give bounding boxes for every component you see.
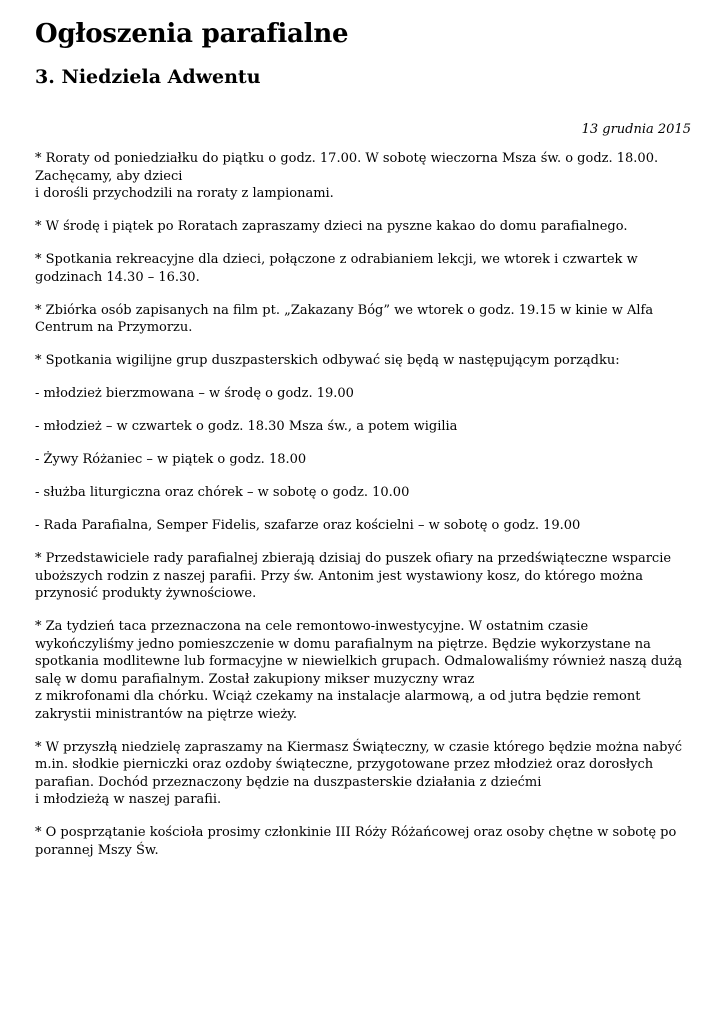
document-page [35,0,691,875]
schedule-item: - Rada Parafialna, Semper Fidelis, szafarze oraz kościelni – w sobotę o godz. 19.00 [35,518,581,533]
announcement-paragraph: * Roraty od poniedziałku do piątku o godz. 17.00. W sobotę wieczorna Msza św. o godz. 18.00. Zachęcamy, aby dzieci i dorośli przychodzili na roraty z lampionami. [35,151,659,201]
announcements-list [35,150,691,859]
page-title: Ogłoszenia parafialne [35,19,349,49]
announcement-date: 13 grudnia 2015 [581,122,691,137]
schedule-item: - Żywy Różaniec – w piątek o godz. 18.00 [35,452,307,467]
announcement-paragraph: * Za tydzień taca przeznaczona na cele remontowo-inwestycyjne. W ostatnim czasie wykończyliśmy jedno pomieszczenie w domu parafialnym na piętrze. Będzie wykorzystane na spotkania modlitewne lub formacyjne w niewielkich grupach. Odmalowaliśmy również naszą dużą salę w domu parafialnym. Został zakupiony mikser muzyczny wraz z mikrofonami dla chórku. Wciąż czekamy na instalacje alarmową, a od jutra będzie remont zakrystii ministrantów na piętrze wieży. [35,619,683,722]
announcement-paragraph: * Przedstawiciele rady parafialnej zbierają dzisiaj do puszek ofiary na przedświąteczne wsparcie uboższych rodzin z naszej parafii. Przy św. Antonim jest wystawiony kosz, do którego można przynosić produkty żywnościowe. [35,551,672,601]
schedule-item: - służba liturgiczna oraz chórek – w sobotę o godz. 10.00 [35,485,410,500]
announcement-paragraph: * Spotkania rekreacyjne dla dzieci, połączone z odrabianiem lekcji, we wtorek i czwartek w godzinach 14.30 – 16.30. [35,252,638,285]
announcement-paragraph: * O posprzątanie kościoła prosimy członkinie III Róży Różańcowej oraz osoby chętne w sobotę po porannej Mszy Św. [35,825,677,858]
page-subtitle: 3. Niedziela Adwentu [35,66,261,88]
schedule-item: - młodzież bierzmowana – w środę o godz. 19.00 [35,386,354,401]
schedule-item: - młodzież – w czwartek o godz. 18.30 Msza św., a potem wigilia [35,419,458,434]
announcement-paragraph: * Spotkania wigilijne grup duszpasterskich odbywać się będą w następującym porządku: [35,353,620,368]
announcement-paragraph: * Zbiórka osób zapisanych na film pt. „Zakazany Bóg” we wtorek o godz. 19.15 w kinie w Alfa Centrum na Przymorzu. [35,302,654,335]
announcement-paragraph: * W środę i piątek po Roratach zapraszamy dzieci na pyszne kakao do domu parafialnego. [35,219,628,234]
announcement-paragraph: * W przyszłą niedzielę zapraszamy na Kiermasz Świąteczny, w czasie którego będzie można nabyć m.in. słodkie pierniczki oraz ozdoby świąteczne, przygotowane przez młodzież oraz dorosłych parafian. Dochód przeznaczony będzie na duszpasterskie działania z dziećmi i młodzieżą w naszej parafii. [35,739,683,807]
